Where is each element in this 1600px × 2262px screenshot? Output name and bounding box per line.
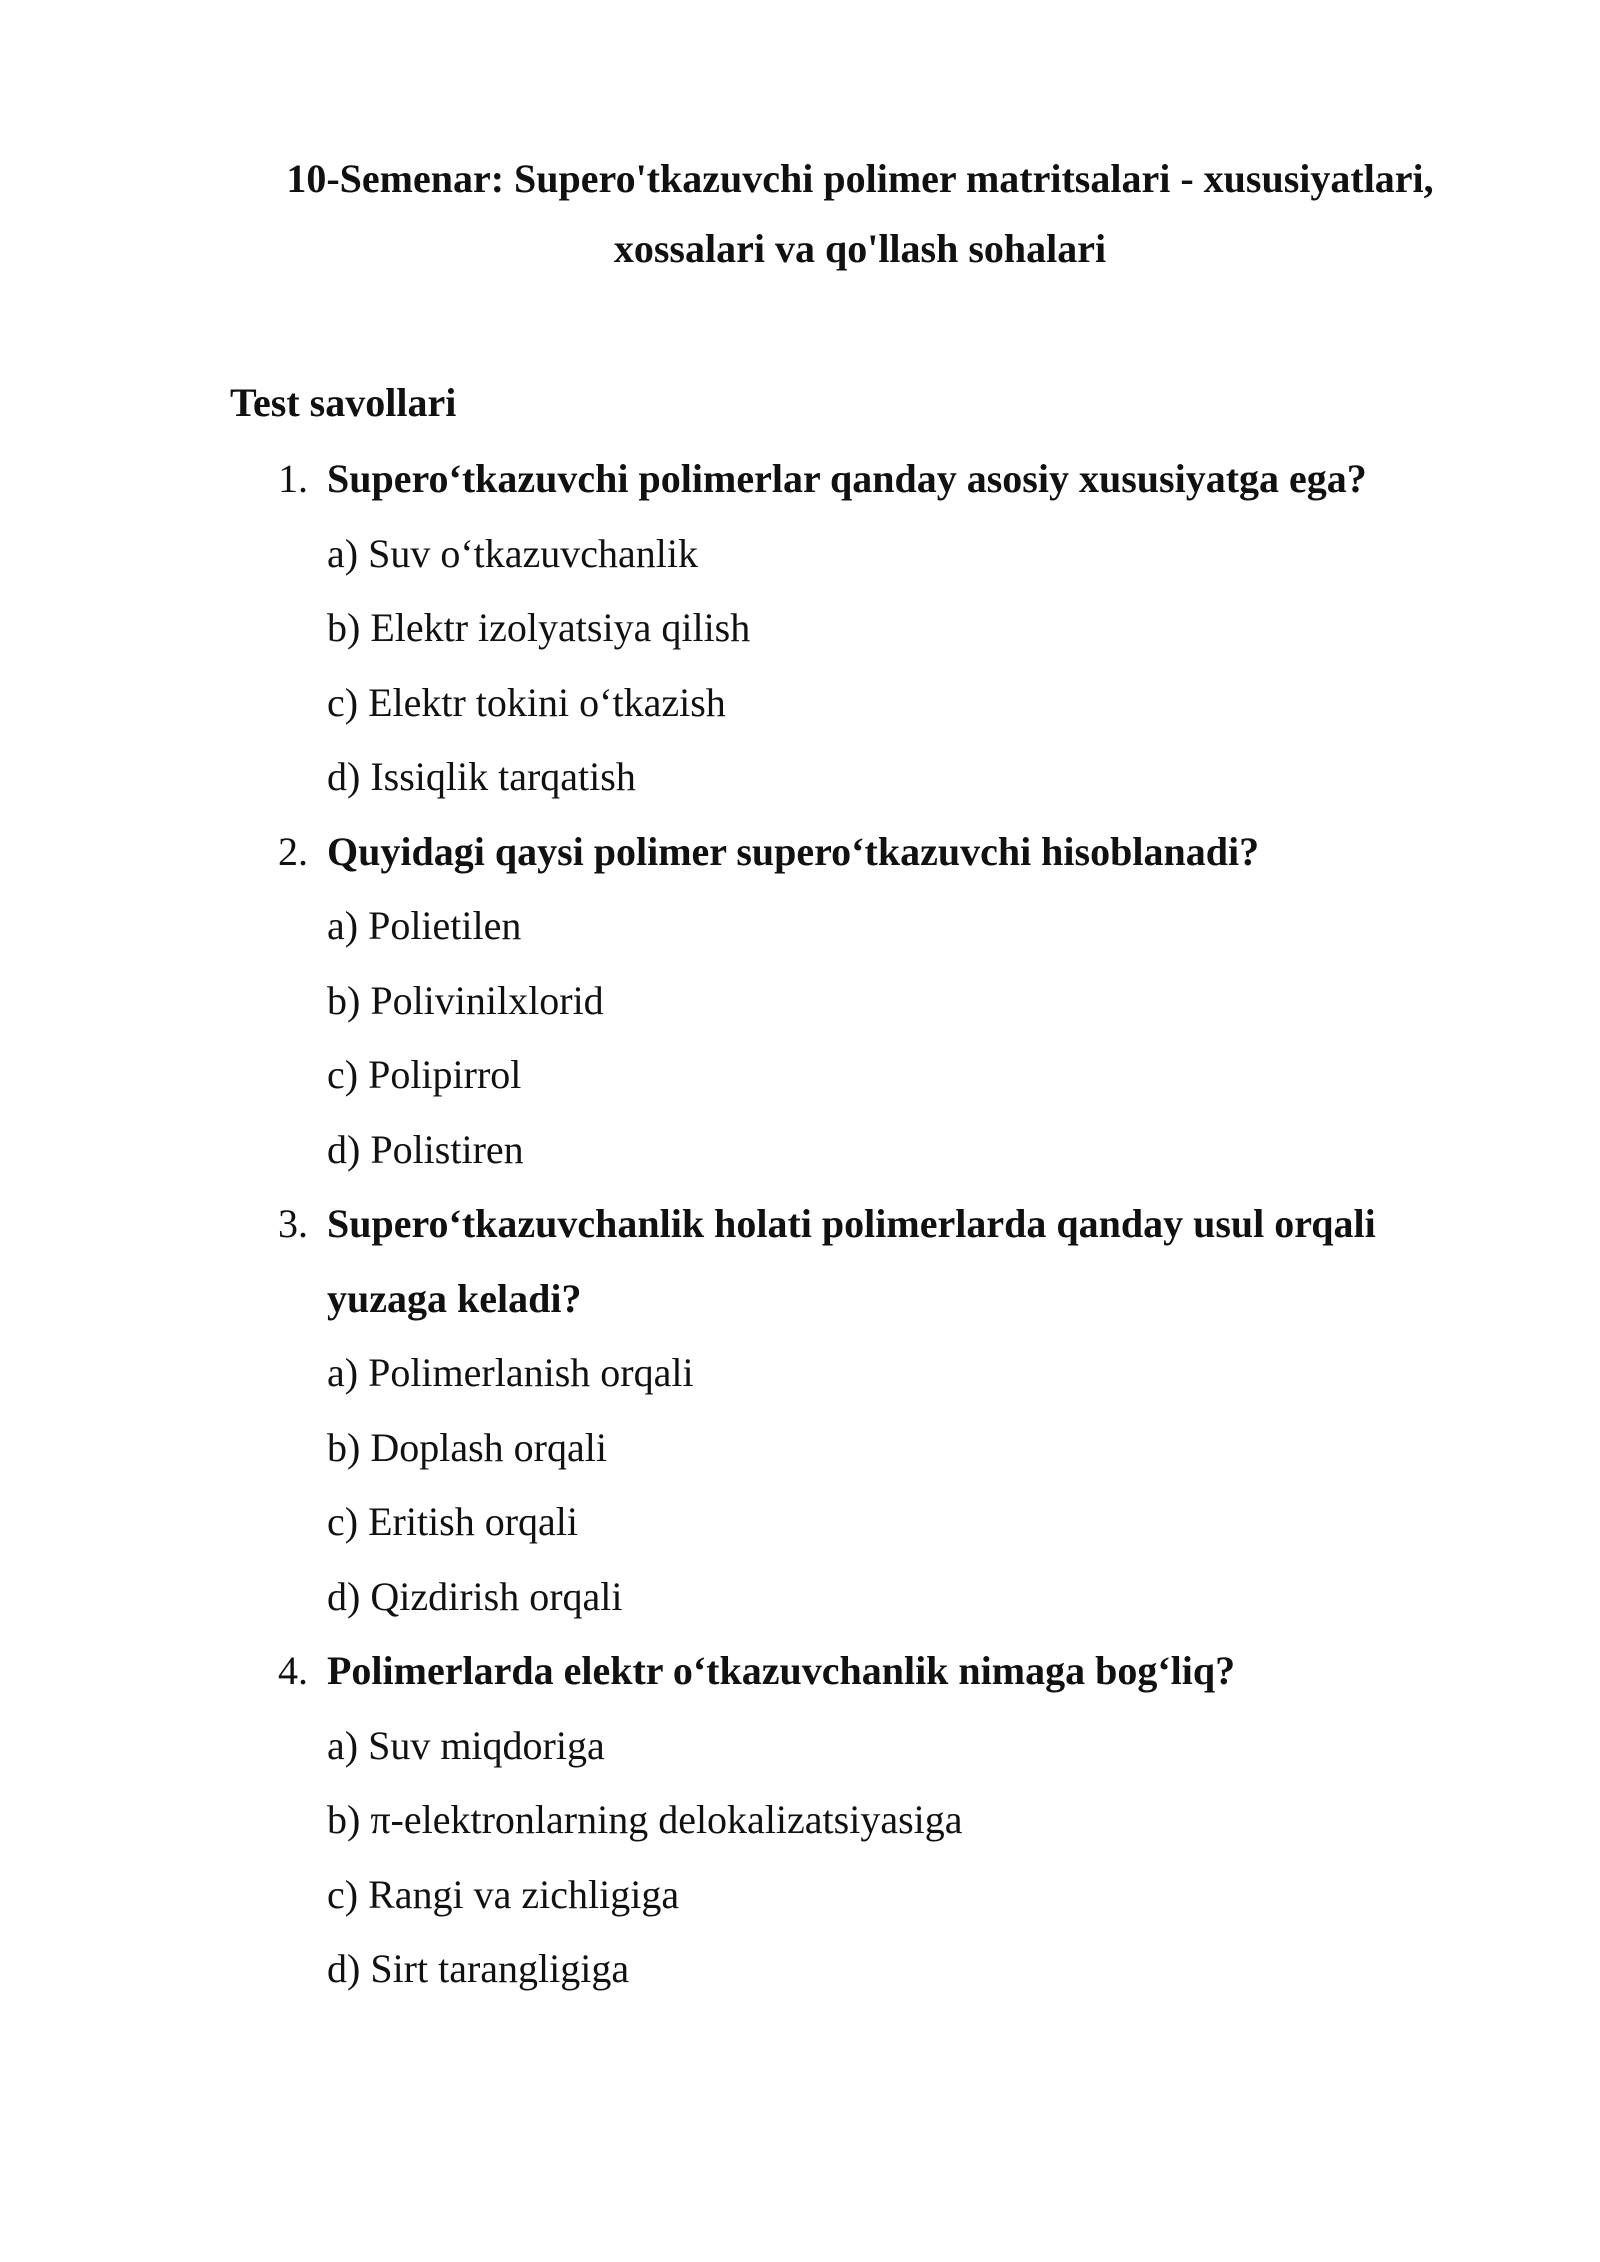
question-2 bbox=[230, 815, 1490, 1188]
answer-option: c) Rangi va zichligiga bbox=[327, 1871, 680, 1917]
answer-option: c) Elektr tokini o‘tkazish bbox=[327, 679, 726, 725]
answer-option: b) Polivinilxlorid bbox=[327, 977, 604, 1023]
document-title bbox=[200, 144, 1520, 284]
title-line-1: 10-Semenar: Supero'tkazuvchi polimer matritsalari - xususiyatlari, bbox=[286, 156, 1434, 201]
answer-option: b) Elektr izolyatsiya qilish bbox=[327, 605, 751, 650]
question-3 bbox=[230, 1187, 1490, 1634]
answer-option: a) Polimerlanish orqali bbox=[327, 1350, 694, 1395]
answer-option: d) Polistiren bbox=[327, 1126, 524, 1172]
answer-option: d) Sirt tarangligiga bbox=[327, 1946, 630, 1991]
question-number: 2. bbox=[278, 828, 308, 874]
answer-option: a) Polietilen bbox=[327, 903, 522, 948]
question-number: 1. bbox=[278, 456, 308, 501]
answer-option: b) π-elektronlarning delokalizatsiyasiga bbox=[327, 1797, 963, 1842]
question-number: 3. bbox=[278, 1201, 308, 1246]
answer-option: b) Doplash orqali bbox=[327, 1424, 607, 1470]
section-heading: Test savollari bbox=[230, 380, 457, 425]
answer-option: c) Polipirrol bbox=[327, 1052, 522, 1097]
question-text: Supero‘tkazuvchi polimerlar qanday asosiy xususiyatga ega? bbox=[327, 456, 1367, 501]
title-line-2: xossalari va qo'llash sohalari bbox=[613, 226, 1107, 271]
question-text: Polimerlarda elektr o‘tkazuvchanlik nimaga bog‘liq? bbox=[327, 1648, 1236, 1693]
question-1 bbox=[230, 442, 1490, 815]
answer-option: d) Qizdirish orqali bbox=[327, 1573, 623, 1619]
question-number: 4. bbox=[278, 1648, 308, 1693]
question-text: Quyidagi qaysi polimer supero‘tkazuvchi hisoblanadi? bbox=[327, 828, 1260, 874]
question-text: Supero‘tkazuvchanlik holati polimerlarda qanday usul orqali yuzaga keladi? bbox=[327, 1201, 1376, 1321]
question-4 bbox=[230, 1634, 1490, 2007]
answer-option: a) Suv miqdoriga bbox=[327, 1722, 605, 1768]
answer-option: d) Issiqlik tarqatish bbox=[327, 754, 636, 799]
answer-option: c) Eritish orqali bbox=[327, 1499, 579, 1544]
question-list bbox=[230, 442, 1490, 2007]
answer-option: a) Suv o‘tkazuvchanlik bbox=[327, 530, 698, 576]
